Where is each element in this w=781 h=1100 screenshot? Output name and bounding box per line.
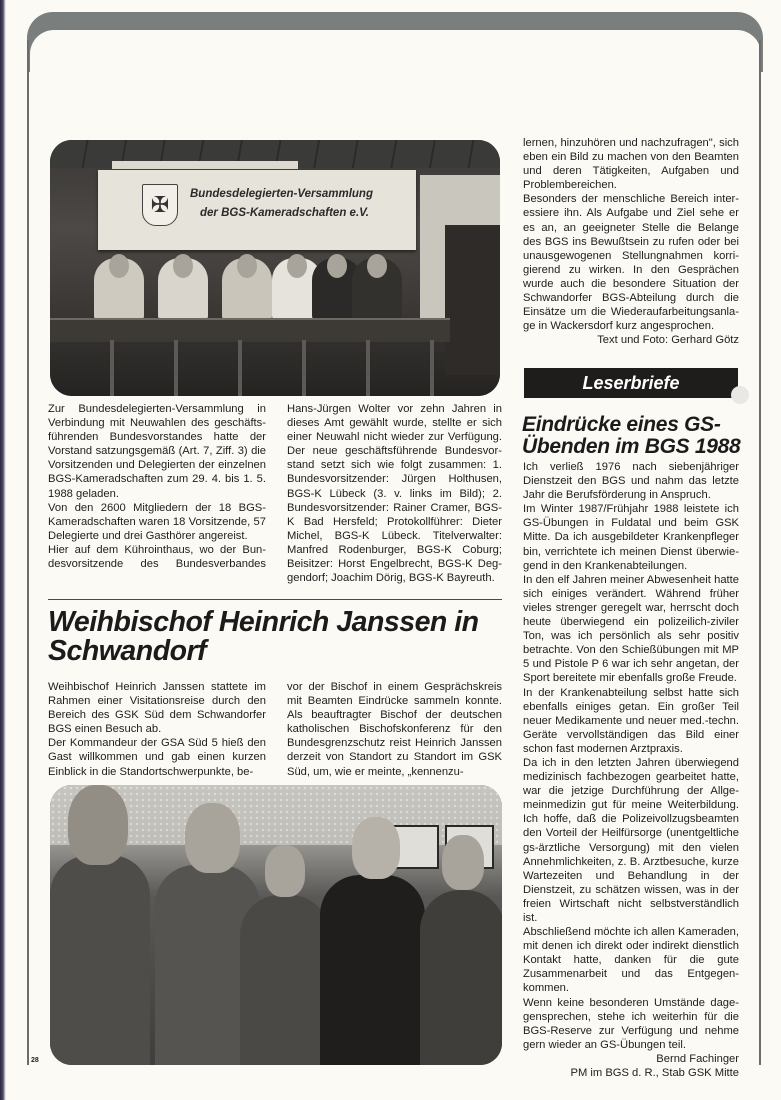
paragraph: vor der Bischof in einem Gesprächskreis mit Beamten Eindrücke sammeln konnte. Als beauftragter Bischof der deutschen katholischen Bischofskonferenz für den Bundesgrenzschutz reist Heinrich Janssen derzeit von Standort zu Standort im GSK Süd, um, wie er meinte, „kennenzu-	[287, 681, 502, 778]
paragraph: lernen, hinzuhören und nachzufragen", sich eben ein Bild zu machen von den Beamten und deren Tätigkeiten, Aufgaben und Problembereichen.	[523, 137, 739, 192]
banner-text-line1: Bundesdelegierten-Versammlung	[190, 188, 373, 200]
article1-column1	[48, 402, 266, 571]
table	[50, 318, 450, 342]
paragraph: Weihbischof Heinrich Janssen stattete im Rahmen einer Visitationsreise durch den Bereich des GSK Süd dem Schwandorfer BGS einen Besuch ab.	[48, 681, 266, 736]
paragraph: Hans-Jürgen Wolter vor zehn Jahren in dieses Amt gewählt wurde, stellte er sich einer Neuwahl nicht wieder zur Verfügung. Der neue geschäftsführende Bundesvorstand setzt sich wie folgt zusammen: 1. Bundesvorsitzender: Jürgen Holthusen, BGS-K Lübeck (3. v. links im Bild); 2. Bundesvorsitzender: Rainer Cramer, BGS-K Bad Hersfeld; Protokollführer: Dieter Michel, BGS-K Lübeck. Titelverwalter: Manfred Rodenburger, BGS-K Coburg; Beisitzer: Horst Engelbrecht, BGS-K Deggendorf; Joachim Dörig, BGS-K Bayreuth.	[287, 403, 502, 585]
section-divider	[48, 599, 502, 600]
person	[158, 258, 208, 320]
paragraph: Abschließend möchte ich allen Kameraden, mit denen ich direkt oder indirekt dienstlich Kontakt hatte, danken für die gute Zusammenarbeit und das Entgegenkommen.	[523, 926, 739, 995]
article2-column1	[48, 680, 266, 779]
photo-delegates-meeting	[50, 140, 500, 396]
paragraph: Von den 2600 Mitgliedern der 18 BGS-Kameradschaften waren 18 Vorsitzende, 57 Delegierte und drei Gasthörer angereist.	[48, 501, 266, 542]
paragraph: Zur Bundesdelegierten-Versammlung in Verbindung mit Neuwahlen des geschäftsführenden Bundesvorstandes hatte der Vorstand satzungsgemäß (Art. 7, Ziff. 3) die Vorsitzenden und Delegierten der einzelnen BGS-Kameradschaften zum 29. 4. bis 1. 5. 1988 geladen.	[48, 403, 266, 500]
signature-title: PM im BGS d. R., Stab GSK Mitte	[570, 1067, 739, 1080]
eagle-icon: ✠	[142, 184, 178, 226]
article1-column2	[287, 402, 502, 585]
bishop	[320, 875, 425, 1065]
frame-rule-left	[27, 40, 29, 1065]
person	[352, 258, 402, 320]
article-credit: Text und Foto: Gerhard Götz	[597, 334, 739, 347]
photo-bishop-visit	[50, 785, 502, 1065]
article2-column3	[523, 136, 739, 347]
person	[222, 258, 272, 320]
paragraph: Der Kommandeur der GSA Süd 5 hieß den Gast willkommen und gab einen kurzen Einblick in die Standortschwerpunkte, be-	[48, 737, 266, 778]
paragraph: Besonders der menschliche Bereich interessiere ihn. Als Aufgabe und Ziel sehe er es an, an geeigneter Stelle die Belange des BGS ins Bewußtsein zu rufen oder bei unausgewogenen Stellungnahmen korrigierend zu wirken. In den Gesprächen wurde auch die besondere Situation der Schwandorfer BGS-Abteilung durch die Einsätze um die Wiederaufarbeitungsanlage in Wackersdorf kurz angesprochen.	[523, 193, 739, 333]
officer	[50, 855, 150, 1065]
signature-name: Bernd Fachinger	[656, 1052, 739, 1065]
officer	[420, 890, 502, 1065]
article-headline: Weihbischof Heinrich Janssen in Schwandorf	[48, 606, 479, 667]
paragraph: Hier auf dem Kührointhaus, wo der Bundesvorsitzende des Bundesverbandes	[48, 543, 266, 571]
paragraph: In den elf Jahren meiner Abwesenheit hatte sich einiges verändert. Während früher vieles strenger geregelt war, herrscht doch heute überwiegend ein polizeilich-ziviler Ton, was ich persönlich als sehr positiv betrachte. Von den Schießübungen mit MP 5 und Pistole P 6 war ich sehr angetan, der Sport bereitete mir ebenfalls große Freude.	[523, 573, 739, 685]
officer	[240, 895, 330, 1065]
section-label-leserbriefe: Leserbriefe	[524, 368, 738, 398]
paragraph: In der Krankenabteilung selbst hatte sich ebenfalls einiges getan. Ein großer Teil neuer Medikamente und neuer med.-techn. Geräte vervollständigen das Bild einer schon fast modernen Arztpraxis.	[523, 686, 739, 755]
paragraph: Ich verließ 1976 nach siebenjähriger Dienstzeit den BGS und nahm das letzte Jahr die Berufsförderung in Anspruch.	[523, 461, 739, 502]
letter-headline: Eindrücke eines GS-Übenden im BGS 1988	[522, 413, 741, 458]
header-band-inner	[30, 30, 761, 90]
page-number: 28	[31, 1057, 39, 1064]
article2-column2	[287, 680, 502, 779]
page-binding-edge	[0, 0, 6, 1100]
paragraph: Da ich in den letzten Jahren überwiegend medizinisch fachbezogen gearbeitet hatte, war die jetzige Durchführung der Allgemeinmedizin gut für meine Weiterbildung. Ich hoffe, daß die Polizeivollzugsbeamten den Vorteil der Heilfürsorge (unentgeltliche gs-ärztliche Versorgung) mit den vielen Annehmlichkeiten, z. B. Arztbesuche, kurze Wartezeiten und Behandlung in der Dienstzeit, zu schätzen wissen, was in der freien Wirtschaft nicht selbstverständlich ist.	[523, 756, 739, 924]
banner	[98, 170, 416, 250]
letter-body	[523, 460, 739, 1080]
person	[94, 258, 144, 320]
frame-rule-right	[759, 40, 761, 1065]
paragraph: Wenn keine besonderen Umstände dagegensprechen, stehe ich weiterhin für die BGS-Reserve zur Verfügung und nehme gern wieder an GS-Übungen teil.	[523, 996, 739, 1051]
paragraph: Im Winter 1987/Frühjahr 1988 leistete ich GS-Übungen in Fuldatal und beim GSK Mitte. Da ich ausgebildeter Krankenpfleger bin, verrichtete ich meinen Dienst überwiegend in den Krankenabteilungen.	[523, 503, 739, 572]
decorative-dot	[731, 386, 749, 404]
banner-text-line2: der BGS-Kameradschaften e.V.	[200, 207, 369, 219]
